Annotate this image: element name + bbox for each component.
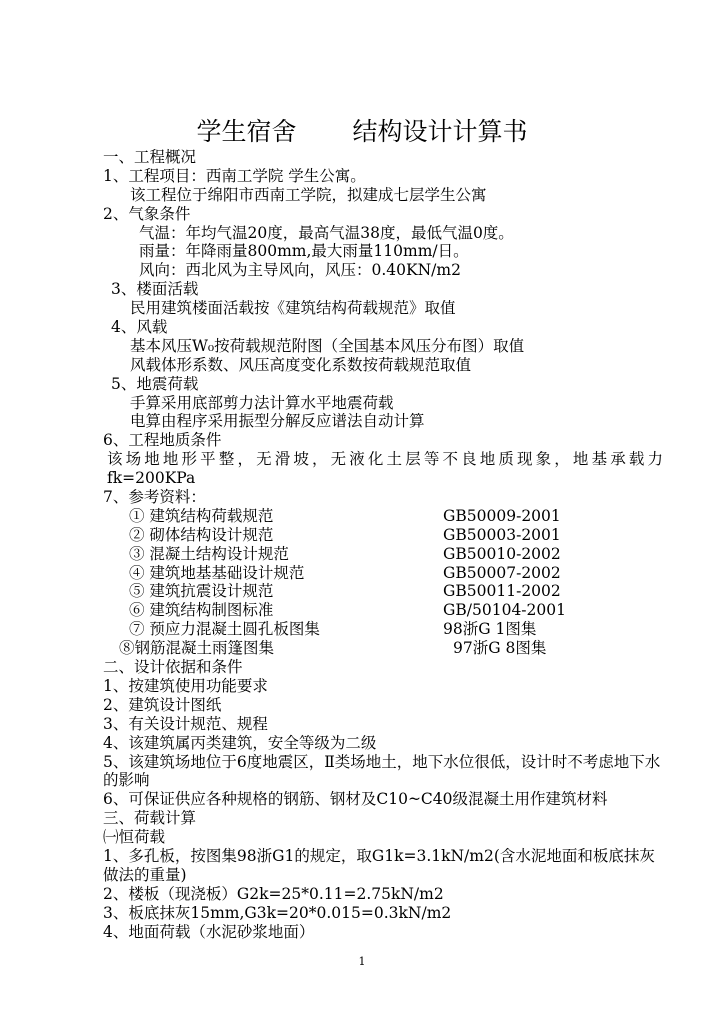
- text-line: 手算采用底部剪力法计算水平地震荷载: [130, 393, 394, 412]
- reference-code: 98浙G 1图集: [443, 620, 537, 639]
- reference-name: ⑦ 预应力混凝土圆孔板图集: [129, 620, 320, 639]
- text-line: 7、参考资料：: [103, 488, 206, 507]
- reference-item: [103, 582, 663, 601]
- subsection-heading: ㈠恒荷载: [103, 828, 166, 847]
- document-body: [103, 148, 663, 941]
- page-number: 1: [358, 955, 366, 968]
- reference-code: GB50010-2002: [443, 544, 561, 563]
- text-paragraph: 5、该建筑场地位于6度地震区，Ⅱ类场地土，地下水位很低，设计时不考虑地下水的影响: [103, 752, 661, 790]
- reference-code: GB50009-2001: [443, 506, 561, 525]
- reference-name: ⑥ 建筑结构制图标准: [129, 601, 274, 620]
- document-title: [0, 112, 724, 148]
- title-part-calculation: 结构设计计算书: [352, 117, 528, 146]
- title-part-dormitory: 学生宿舍: [196, 117, 297, 146]
- text-line: 该场地地形平整，无滑坡，无液化土层等不良地质现象，地基承载力: [107, 450, 663, 469]
- text-line: 1、工程项目：西南工学院 学生公寓。: [103, 166, 366, 185]
- reference-code: GB50003-2001: [443, 525, 561, 544]
- reference-name: ⑧钢筋混凝土雨篷图集: [119, 639, 275, 658]
- text-line: 6、工程地质条件: [103, 431, 222, 450]
- text-line: fk=200KPa: [107, 469, 196, 488]
- text-line: 6、可保证供应各种规格的钢筋、钢材及C10~C40级混凝土用作建筑材料: [103, 790, 608, 809]
- text-line: 4、风载: [111, 318, 168, 337]
- reference-code: GB50007-2002: [443, 563, 561, 582]
- text-line: 2、气象条件: [103, 204, 191, 223]
- reference-name: ② 砌体结构设计规范: [129, 525, 274, 544]
- reference-name: ③ 混凝土结构设计规范: [129, 544, 289, 563]
- text-line: 基本风压W₀按荷载规范附图（全国基本风压分布图）取值: [130, 336, 525, 355]
- reference-code: GB50011-2002: [443, 582, 561, 601]
- section-heading: 二、设计依据和条件: [103, 658, 243, 677]
- reference-name: ④ 建筑地基基础设计规范: [129, 563, 305, 582]
- text-line: 4、地面荷载（水泥砂浆地面）: [103, 922, 315, 941]
- text-line: 风载体形系数、风压高度变化系数按荷载规范取值: [130, 355, 472, 374]
- reference-item: [103, 620, 663, 639]
- reference-item: [103, 507, 663, 526]
- text-line: 风向：西北风为主导风向，风压：0.40KN/m2: [139, 261, 461, 280]
- text-paragraph: 1、多孔板，按图集98浙G1的规定，取G1k=3.1kN/m2(含水泥地面和板底抹灰做法的重量): [103, 846, 655, 884]
- text-line: 雨量：年降雨量800mm,最大雨量110mm/日。: [139, 242, 469, 261]
- reference-code: 97浙G 8图集: [453, 639, 547, 658]
- reference-name: ① 建筑结构荷载规范: [129, 506, 274, 525]
- reference-item: [103, 564, 663, 583]
- text-line: 2、楼板（现浇板）G2k=25*0.11=2.75kN/m2: [103, 884, 444, 903]
- reference-item: [103, 639, 663, 658]
- text-line: 民用建筑楼面活载按《建筑结构荷载规范》取值: [130, 299, 456, 318]
- reference-name: ⑤ 建筑抗震设计规范: [129, 582, 274, 601]
- text-line: 该工程位于绵阳市西南工学院，拟建成七层学生公寓: [130, 185, 487, 204]
- text-line: 4、该建筑属丙类建筑，安全等级为二级: [103, 733, 377, 752]
- section-heading: 一、工程概况: [103, 148, 197, 166]
- reference-item: [103, 545, 663, 564]
- section-heading: 三、荷载计算: [103, 809, 197, 828]
- reference-item: [103, 601, 663, 620]
- text-line: 5、地震荷载: [111, 374, 199, 393]
- text-line: 3、楼面活载: [111, 280, 199, 299]
- text-line: 3、板底抹灰15mm,G3k=20*0.015=0.3kN/m2: [103, 903, 452, 922]
- text-line: 1、按建筑使用功能要求: [103, 676, 268, 695]
- reference-code: GB/50104-2001: [443, 601, 566, 620]
- text-line: 电算由程序采用振型分解反应谱法自动计算: [130, 412, 425, 431]
- text-line: 3、有关设计规范、规程: [103, 714, 268, 733]
- reference-item: [103, 526, 663, 545]
- text-line: 2、建筑设计图纸: [103, 695, 222, 714]
- text-line: 气温：年均气温20度，最高气温38度，最低气温0度。: [139, 223, 514, 242]
